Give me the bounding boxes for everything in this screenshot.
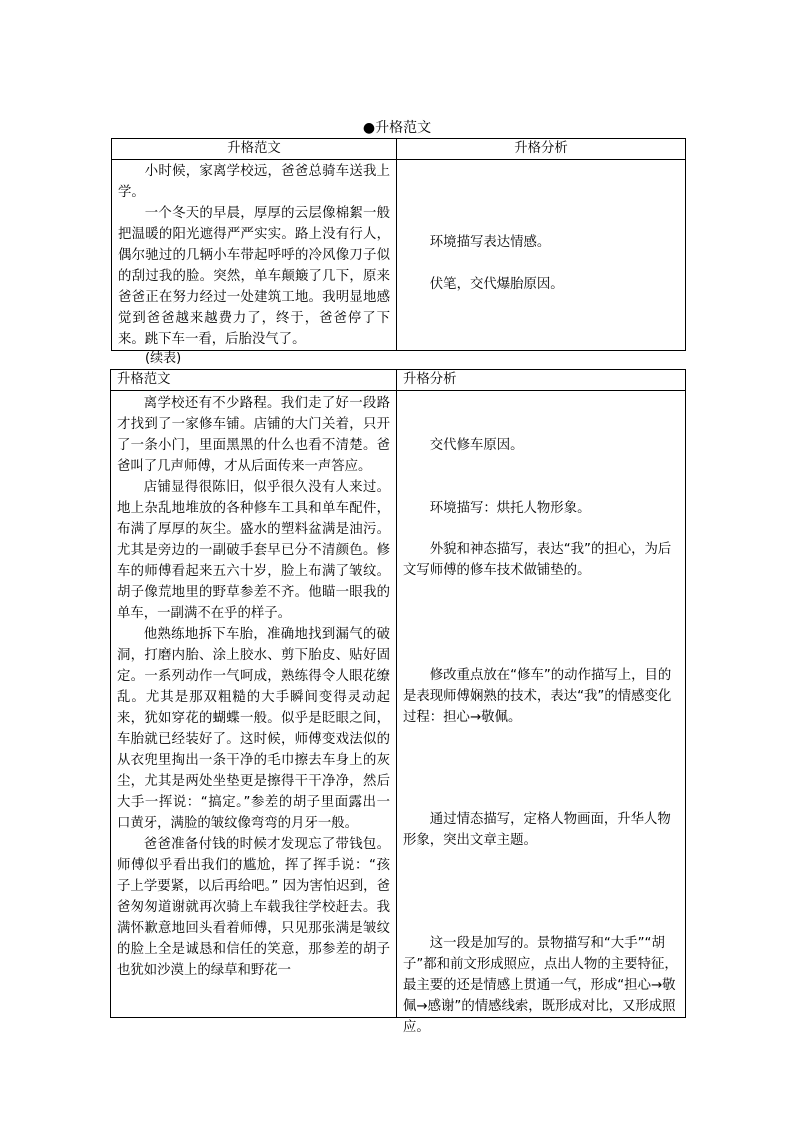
essay-paragraph: 店铺显得很陈旧，似乎很久没有人来过。地上杂乱地堆放的各种修车工具和单车配件，布满了厚厚的灰尘。盛水的塑料盆满是油污。尤其是旁边的一副破手套早已分不清颜色。修车的师傅看起来五六十岁，脸上布满了皱纹。胡子像荒地里的野草参差不齐。他瞄一眼我的单车，一副满不在乎的样子。 <box>117 480 390 621</box>
page-heading: ●升格范文 <box>362 120 432 136</box>
essay-paragraph: 小时候，家离学校远，爸爸总骑车送我上学。 <box>118 164 390 200</box>
analysis-note: 这一段是加写的。景物描写和“大手”“胡子”都和前文形成照应，点出人物的主要特征，最主要的还是情感上贯通一气，形成“担心→敬佩→感谢”的情感线索，既形成对比，又形成照应。 <box>403 936 678 1035</box>
essay-paragraph: 爸爸准备付钱的时候才发现忘了带钱包。师傅似乎看出我们的尴尬，挥了挥手说：“孩子上学要紧，以后再给吧。” 因为害怕迟到，爸爸匆匆道谢就再次骑上车载我往学校赶去。我满怀歉意地回头看着师傅，只见那张满是皱纹的脸上全是诚恳和信任的笑意，那参差的胡子也犹如沙漠上的绿草和野花一 <box>117 837 390 978</box>
analysis-note: 修改重点放在“修车”的动作描写上，目的是表现师傅娴熟的技术，表达“我”的情感变化过程：担心→敬佩。 <box>403 668 672 725</box>
analysis-note: 环境描写：烘托人物形象。 <box>429 501 591 516</box>
essay-paragraph: 他熟练地拆下车胎，准确地找到漏气的破洞，打磨内胎、涂上胶水、剪下胎皮、贴好固定。一系列动作一气呵成，熟练得令人眼花缭乱。尤其是那双粗糙的大手瞬间变得灵动起来，犹如穿花的蝴蝶一般。似乎是眨眼之间，车胎就已经装好了。这时候，师傅变戏法似的从衣兜里掏出一条干净的毛巾擦去车身上的灰尘，尤其是两处坐垫更是擦得干干净净，然后大手一挥说：“搞定。”参差的胡子里面露出一口黄牙，满脸的皱纹像弯弯的月牙一般。 <box>117 627 390 831</box>
table1-col2-header: 升格分析 <box>397 139 686 160</box>
continued-note: (续表) <box>145 351 182 366</box>
table1-essay-cell <box>112 160 397 351</box>
table2-col2-header: 升格分析 <box>397 370 686 391</box>
analysis-note: 通过情态描写，定格人物画面，升华人物形象，突出文章主题。 <box>403 812 671 848</box>
table1-analysis-cell <box>397 160 686 351</box>
essay-paragraph: 离学校还有不少路程。我们走了好一段路才找到了一家修车铺。店铺的大门关着，只开了一条小门，里面黑黑的什么也看不清楚。爸爸叫了几声师傅，才从后面传来一声答应。 <box>117 396 390 474</box>
table1-col1-header: 升格范文 <box>112 139 397 160</box>
table2-analysis-cell <box>397 391 686 1035</box>
analysis-note: 伏笔，交代爆胎原因。 <box>429 277 564 292</box>
upgrade-table-1 <box>111 138 686 351</box>
table2-col1-header: 升格范文 <box>111 370 397 391</box>
analysis-note: 外貌和神态描写，表达“我”的担心，为后文写师傅的修车技术做铺垫的。 <box>403 542 672 578</box>
analysis-note: 交代修车原因。 <box>429 438 524 453</box>
table2-essay-cell <box>111 391 397 1018</box>
essay-paragraph: 一个冬天的早晨，厚厚的云层像棉絮一般把温暖的阳光遮得严严实实。路上没有行人，偶尔驰过的几辆小车带起呼呼的冷风像刀子似的刮过我的脸。突然，单车颠簸了几下，原来爸爸正在努力经过一处建筑工地。我明显地感觉到爸爸越来越费力了，终于，爸爸停了下来。跳下车一看，后胎没气了。 <box>118 206 390 347</box>
upgrade-table-2 <box>110 369 686 1035</box>
analysis-note: 环境描写表达情感。 <box>429 235 551 250</box>
